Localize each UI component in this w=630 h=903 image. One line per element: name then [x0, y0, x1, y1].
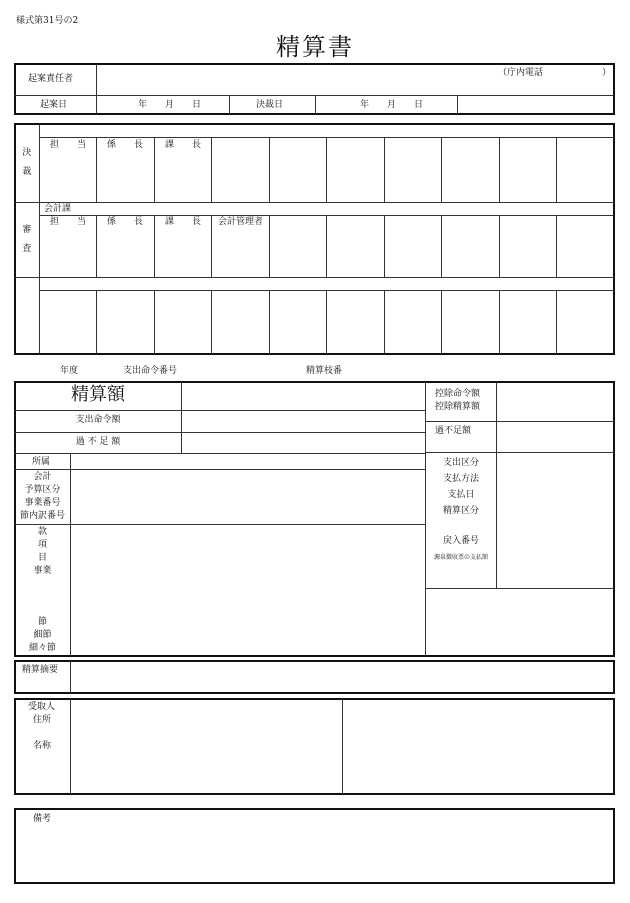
- kessai-label: 決裁: [20, 147, 31, 185]
- budget-category-label: 予算区分: [24, 485, 61, 495]
- form-number: 様式第31号の2: [16, 16, 79, 26]
- saisetsu-label: 細節: [33, 630, 52, 640]
- approval-grid: [14, 123, 615, 355]
- page-title: 精算書: [276, 33, 354, 61]
- shinsa-col-tanto: 担 当: [49, 217, 86, 227]
- budget-item-field[interactable]: [71, 525, 425, 656]
- deduction-settlement-label: 控除精算額: [435, 402, 481, 412]
- summary-field[interactable]: [71, 661, 614, 693]
- originator-label: 起案責任者: [28, 74, 74, 84]
- deduction-order-label: 控除命令額: [435, 389, 481, 399]
- shortage-field[interactable]: [497, 422, 614, 452]
- recipient-label: 受取人: [28, 702, 56, 712]
- recipient-field[interactable]: [71, 699, 342, 794]
- settlement-category-label: 精算区分: [442, 506, 479, 516]
- name-label: 名称: [33, 741, 52, 751]
- recipient-field-right[interactable]: [343, 699, 614, 794]
- jigyo-label: 事業: [33, 566, 52, 576]
- return-no-label: 戻入番号: [442, 536, 479, 546]
- shortage-label: 過不足額: [435, 426, 472, 436]
- saisaisetsu-label: 細々節: [28, 643, 56, 653]
- setsu-label: 節: [37, 617, 47, 627]
- accounting-label: 会計: [33, 472, 52, 482]
- approval-date-label: 決裁日: [256, 100, 284, 110]
- accounting-field[interactable]: [71, 470, 425, 524]
- settlement-branch-no-label: 精算枝番: [306, 366, 343, 376]
- expenditure-order-no-label: 支出命令番号: [123, 366, 178, 376]
- ko-label: 項: [37, 540, 47, 550]
- moku-label: 目: [37, 553, 47, 563]
- shinsa-col-kaikei-kanrisha: 会計管理者: [217, 217, 263, 227]
- deduction-field[interactable]: [497, 383, 614, 421]
- summary-label: 精算摘要: [22, 665, 59, 675]
- fiscal-year-label: 年度: [60, 366, 79, 376]
- payment-method-label: 支払方法: [442, 474, 479, 484]
- kan-label: 款: [37, 527, 47, 537]
- kaikeika-label: 会計課: [44, 204, 72, 214]
- kessai-col-tanto: 担 当: [49, 140, 86, 150]
- shinsa-col-kakaricho: 係 長: [106, 217, 143, 227]
- draft-date-label: 起案日: [40, 100, 68, 110]
- remarks-field[interactable]: [15, 828, 614, 883]
- expenditure-category-label: 支出区分: [442, 458, 479, 468]
- settlement-amount-field[interactable]: [182, 383, 425, 410]
- draft-date-field[interactable]: 年 月 日: [138, 100, 202, 110]
- settlement-amount-label: 精算額: [71, 384, 125, 405]
- payment-date-label: 支払日: [447, 490, 475, 500]
- kessai-col-kakaricho: 係 長: [106, 140, 143, 150]
- order-amount-label: 支出命令額: [75, 415, 121, 425]
- project-no-label: 事業番号: [24, 498, 61, 508]
- expenditure-details-field[interactable]: [497, 453, 614, 588]
- phone-close: ）: [602, 68, 612, 78]
- shinsa-label: 審査: [20, 224, 31, 262]
- remarks-label: 備考: [33, 814, 52, 824]
- department-field[interactable]: [71, 454, 425, 469]
- address-label: 住所: [33, 715, 52, 725]
- excess-shortage-label: 過 不 足 額: [75, 437, 121, 447]
- approval-date-field[interactable]: 年 月 日: [360, 100, 424, 110]
- excess-shortage-field[interactable]: [182, 433, 425, 453]
- kessai-col-kacho: 課 長: [164, 140, 201, 150]
- shinsa-col-kacho: 課 長: [164, 217, 201, 227]
- order-amount-field[interactable]: [182, 411, 425, 432]
- section-breakdown-no-label: 節内訳番号: [19, 511, 65, 521]
- department-label: 所属: [32, 457, 51, 467]
- phone-label: （庁内電話: [498, 68, 544, 78]
- withholding-label: 源泉徴収票の支払額: [433, 554, 488, 561]
